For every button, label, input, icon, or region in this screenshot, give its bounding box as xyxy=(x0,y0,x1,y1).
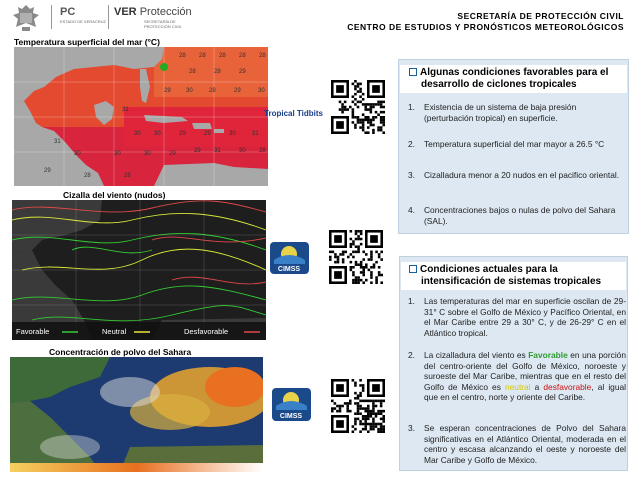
sst-value-label: 28 xyxy=(124,173,131,179)
header-separator xyxy=(51,5,52,29)
panel2-title-line1: Condiciones actuales para la xyxy=(420,264,558,275)
item-number: 4. xyxy=(408,205,415,215)
sst-value-label: 30 xyxy=(134,131,141,137)
text-run: La cizalladura del viento es xyxy=(424,350,529,360)
sst-value-label: 28 xyxy=(189,69,196,75)
item-text: Las temperaturas del mar en superficie oscilan de 29-31° C sobre el Golfo de México y Pacífico Oriental, en el Mar Caribe entre 29 a 30° C, y de 26-29° C en el Atlántico tropical. xyxy=(424,296,626,338)
sst-value-label: 29 xyxy=(164,88,171,94)
text-run: a xyxy=(530,381,544,392)
shear-map-title: Cizalla del viento (nudos) xyxy=(63,190,166,200)
sst-value-label: 28 xyxy=(179,53,186,59)
sst-value-label: 31 xyxy=(54,139,61,145)
item-number: 1. xyxy=(408,296,415,306)
sst-value-label: 29 xyxy=(44,168,51,174)
item-text: Existencia de un sistema de baja presión (perturbación tropical) en superficie. xyxy=(424,102,577,123)
sst-map xyxy=(14,47,268,186)
checkbox-icon xyxy=(409,265,417,273)
legend-neutral: Neutral xyxy=(102,327,127,336)
sst-value-label: 28 xyxy=(214,69,221,75)
ver-label: Protección xyxy=(139,6,192,18)
sst-value-label: 29 xyxy=(169,151,176,157)
cimss-logo[interactable] xyxy=(268,240,311,276)
neutral-highlight: neutral xyxy=(504,381,531,392)
ver-proteccion-logo xyxy=(114,6,192,18)
item-text: Se esperan concentraciones de Polvo del Sahara significativas en el Atlántico Oriental, moderada en el centro y escasa alcanzando el oeste y noroeste del Mar Caribe y Golfo de México. xyxy=(424,423,626,465)
agency-subtitle: CENTRO DE ESTUDIOS Y PRONÓSTICOS METEOROLÓGICOS xyxy=(347,22,624,32)
panel2-title-line2: intensificación de sistemas tropicales xyxy=(421,276,602,287)
ver-logo-subtext: SECRETARÍA DE PROTECCIÓN CIVIL xyxy=(144,19,182,29)
sst-value-label: 30 xyxy=(144,151,151,157)
text-run: , al igual que en el centro, norte y oriente del Caribe. xyxy=(424,381,627,402)
item-number: 1. xyxy=(408,102,415,112)
checkbox-icon xyxy=(409,68,417,76)
pc-logo-subtext: ESTADO DE VERACRUZ xyxy=(60,19,106,24)
sst-value-label: 30 xyxy=(186,88,193,94)
sst-map-title: Temperatura superficial del mar (°C) xyxy=(14,37,160,47)
panel1-title-line1: Algunas condiciones favorables para el xyxy=(420,67,609,78)
sst-value-label: 30 xyxy=(154,131,161,137)
sst-value-label: 30 xyxy=(239,148,246,154)
tidbits-o: o xyxy=(271,109,277,118)
agency-title: SECRETARÍA DE PROTECCIÓN CIVIL xyxy=(457,11,624,21)
item-text: Temperatura superficial del mar mayor a 26.5 °C xyxy=(424,139,605,149)
item-number: 3. xyxy=(408,423,415,433)
tropical-tidbits-logo[interactable] xyxy=(264,109,323,118)
sst-value-label: 29 xyxy=(179,131,186,137)
sst-value-label: 29 xyxy=(204,131,211,137)
cimss-label: CIMSS xyxy=(279,413,303,420)
sst-value-label: 31 xyxy=(122,107,129,113)
sst-value-label: 28 xyxy=(259,148,266,154)
sst-value-label: 31 xyxy=(252,131,259,137)
sst-value-label: 30 xyxy=(114,151,121,157)
sst-value-label: 28 xyxy=(239,53,246,59)
text-run: en una porción del centro-oriente del Golfo de México, noroeste y suroeste del Mar Caribe, mientras que en el resto del Golfo de México es xyxy=(424,350,626,392)
panel1-title xyxy=(400,65,627,93)
qr-code[interactable] xyxy=(331,80,385,134)
qr-code[interactable] xyxy=(329,230,383,284)
panel1-title-line2: desarrollo de ciclones tropicales xyxy=(421,79,577,90)
sst-value-label: 29 xyxy=(194,148,201,154)
item-number: 3. xyxy=(408,170,415,180)
sst-value-label: 30 xyxy=(229,131,236,137)
item-text xyxy=(424,350,626,403)
panel2-title xyxy=(401,262,626,290)
header-separator xyxy=(108,5,109,29)
legend-desfavorable: Desfavorable xyxy=(184,327,229,336)
tidbits-prefix: Tr xyxy=(264,109,272,118)
sst-value-label: 28 xyxy=(219,53,226,59)
item-number: 2. xyxy=(408,139,415,149)
cimss-label: CIMSS xyxy=(277,266,301,273)
cimss-logo[interactable] xyxy=(270,386,313,423)
ver-prefix: VER xyxy=(114,6,137,18)
sst-value-label: 29 xyxy=(234,88,241,94)
sst-value-label: 28 xyxy=(84,173,91,179)
item-text: Concentraciones bajos o nulas de polvo del Sahara (SAL). xyxy=(424,205,616,226)
dust-map-title: Concentración de polvo del Sahara xyxy=(49,347,192,357)
qr-code[interactable] xyxy=(331,379,385,433)
sst-value-label: 28 xyxy=(209,88,216,94)
wind-shear-map xyxy=(12,200,266,340)
item-text: Cizalladura menor a 20 nudos en el pacifico oriental. xyxy=(424,170,620,180)
favorable-highlight: Favorable xyxy=(528,350,568,360)
tidbits-suffix: pical Tidbits xyxy=(276,109,323,118)
sst-value-label: 29 xyxy=(239,69,246,75)
pc-logo-text: PC xyxy=(60,6,76,18)
saharan-dust-map xyxy=(10,357,263,472)
sst-value-label: 31 xyxy=(214,148,221,154)
item-number: 2. xyxy=(408,350,415,360)
sst-value-label: 30 xyxy=(74,151,81,157)
sst-value-label: 28 xyxy=(259,53,266,59)
sst-value-label: 30 xyxy=(258,88,265,94)
desfavorable-highlight: desfavorable xyxy=(543,381,592,392)
sst-value-label: 28 xyxy=(199,53,206,59)
veracruz-seal-logo xyxy=(6,3,46,33)
legend-favorable: Favorable xyxy=(16,327,50,336)
